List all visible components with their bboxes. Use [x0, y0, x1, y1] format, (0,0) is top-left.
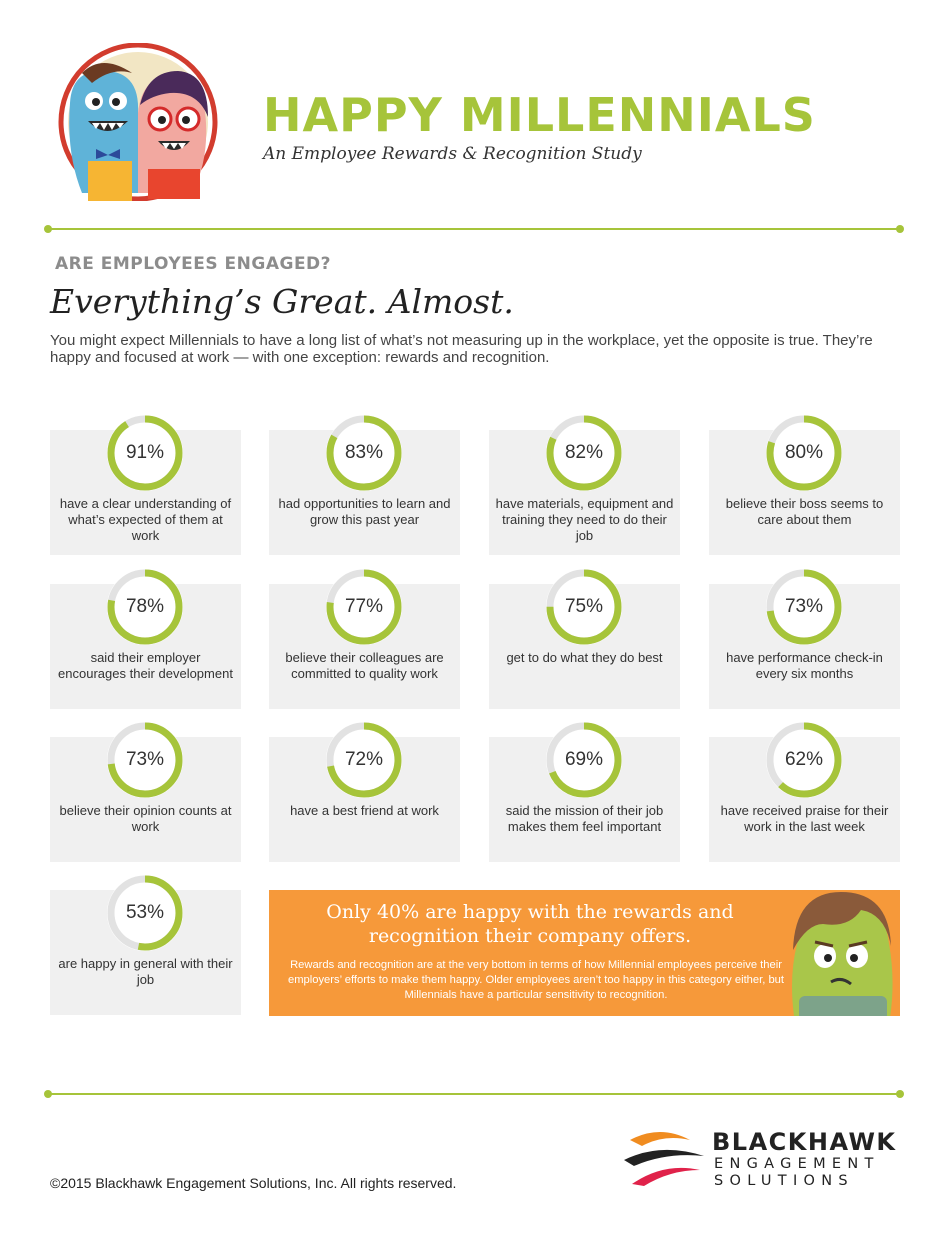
- stat-label: have performance check-in every six months: [726, 650, 883, 681]
- brand-name: BLACKHAWK: [712, 1128, 897, 1156]
- stat-card: [709, 737, 900, 862]
- stat-label: have a best friend at work: [290, 803, 439, 818]
- brand-tagline-line2: SOLUTIONS: [714, 1173, 854, 1189]
- stat-percent: 75%: [564, 596, 604, 617]
- stat-percent: 80%: [784, 442, 824, 463]
- stat-label: have a clear understanding of what’s expected of them at work: [59, 496, 232, 543]
- stat-percent: 73%: [784, 596, 824, 617]
- blackhawk-swoosh-icon: [620, 1126, 708, 1188]
- stat-card: [709, 430, 900, 555]
- stat-card: [50, 584, 241, 709]
- percent-ring: [764, 413, 844, 493]
- stat-percent: 91%: [125, 442, 165, 463]
- page-subtitle: An Employee Rewards & Recognition Study: [263, 144, 642, 164]
- stat-label: have received praise for their work in the last week: [720, 803, 889, 834]
- callout-body: Rewards and recognition are at the very bottom in terms of how Millennial employees perceive their employers’ efforts to make them happy. Older employees aren’t too happy in this category either, but Millennials have a particular sensitivity to recognition.: [287, 959, 785, 1001]
- stat-card: [489, 584, 680, 709]
- page-title: HAPPY MILLENNIALS: [263, 88, 816, 142]
- percent-ring: [544, 567, 624, 647]
- stat-card: [269, 737, 460, 862]
- rewards-callout-banner: [269, 890, 900, 1016]
- stat-label: said their employer encourages their development: [58, 650, 233, 681]
- stat-label: said the mission of their job makes them feel important: [505, 803, 664, 834]
- stat-percent: 69%: [564, 749, 604, 770]
- stat-label: believe their opinion counts at work: [59, 803, 232, 834]
- brand-tagline-line1: ENGAGEMENT: [714, 1156, 880, 1172]
- percent-ring: [105, 873, 185, 953]
- percent-ring: [324, 720, 404, 800]
- stat-label: are happy in general with their job: [58, 956, 233, 987]
- stat-card: [50, 890, 241, 1015]
- percent-ring: [544, 720, 624, 800]
- stat-card: [489, 737, 680, 862]
- millennials-mascot-logo: [52, 43, 224, 201]
- percent-ring: [544, 413, 624, 493]
- blackhawk-logo: [620, 1120, 900, 1192]
- copyright-notice: ©2015 Blackhawk Engagement Solutions, Inc. All rights reserved.: [50, 1175, 457, 1191]
- stat-percent: 72%: [344, 749, 384, 770]
- stat-percent: 73%: [125, 749, 165, 770]
- stat-percent: 78%: [125, 596, 165, 617]
- stat-percent: 53%: [125, 902, 165, 923]
- stat-label: have materials, equipment and training they need to do their job: [495, 496, 674, 543]
- section-heading: ARE EMPLOYEES ENGAGED?: [55, 254, 332, 274]
- intro-paragraph: You might expect Millennials to have a long list of what’s not measuring up in the workplace, yet the opposite is true. They’re happy and focused at work — with one exception: rewards and recognition.: [50, 332, 873, 366]
- stat-card: [269, 584, 460, 709]
- percent-ring: [105, 567, 185, 647]
- percent-ring: [324, 567, 404, 647]
- stat-label: get to do what they do best: [506, 650, 663, 665]
- percent-ring: [105, 413, 185, 493]
- stat-label: believe their colleagues are committed to quality work: [285, 650, 444, 681]
- bottom-divider: [48, 1093, 900, 1095]
- top-divider: [48, 228, 900, 230]
- callout-headline: Only 40% are happy with the rewards and recognition their company offers.: [326, 901, 734, 947]
- section-headline: Everything’s Great. Almost.: [50, 282, 514, 321]
- percent-ring: [764, 567, 844, 647]
- stat-card: [489, 430, 680, 555]
- percent-ring: [324, 413, 404, 493]
- stat-percent: 77%: [344, 596, 384, 617]
- percent-ring: [105, 720, 185, 800]
- percent-ring: [764, 720, 844, 800]
- stat-label: believe their boss seems to care about them: [725, 496, 884, 527]
- stat-label: had opportunities to learn and grow this past year: [278, 496, 451, 527]
- stat-card: [269, 430, 460, 555]
- stat-percent: 83%: [344, 442, 384, 463]
- stat-percent: 82%: [564, 442, 604, 463]
- stat-percent: 62%: [784, 749, 824, 770]
- stat-card: [709, 584, 900, 709]
- stat-card: [50, 430, 241, 555]
- worried-monster-illustration: [779, 890, 900, 1016]
- stat-card: [50, 737, 241, 862]
